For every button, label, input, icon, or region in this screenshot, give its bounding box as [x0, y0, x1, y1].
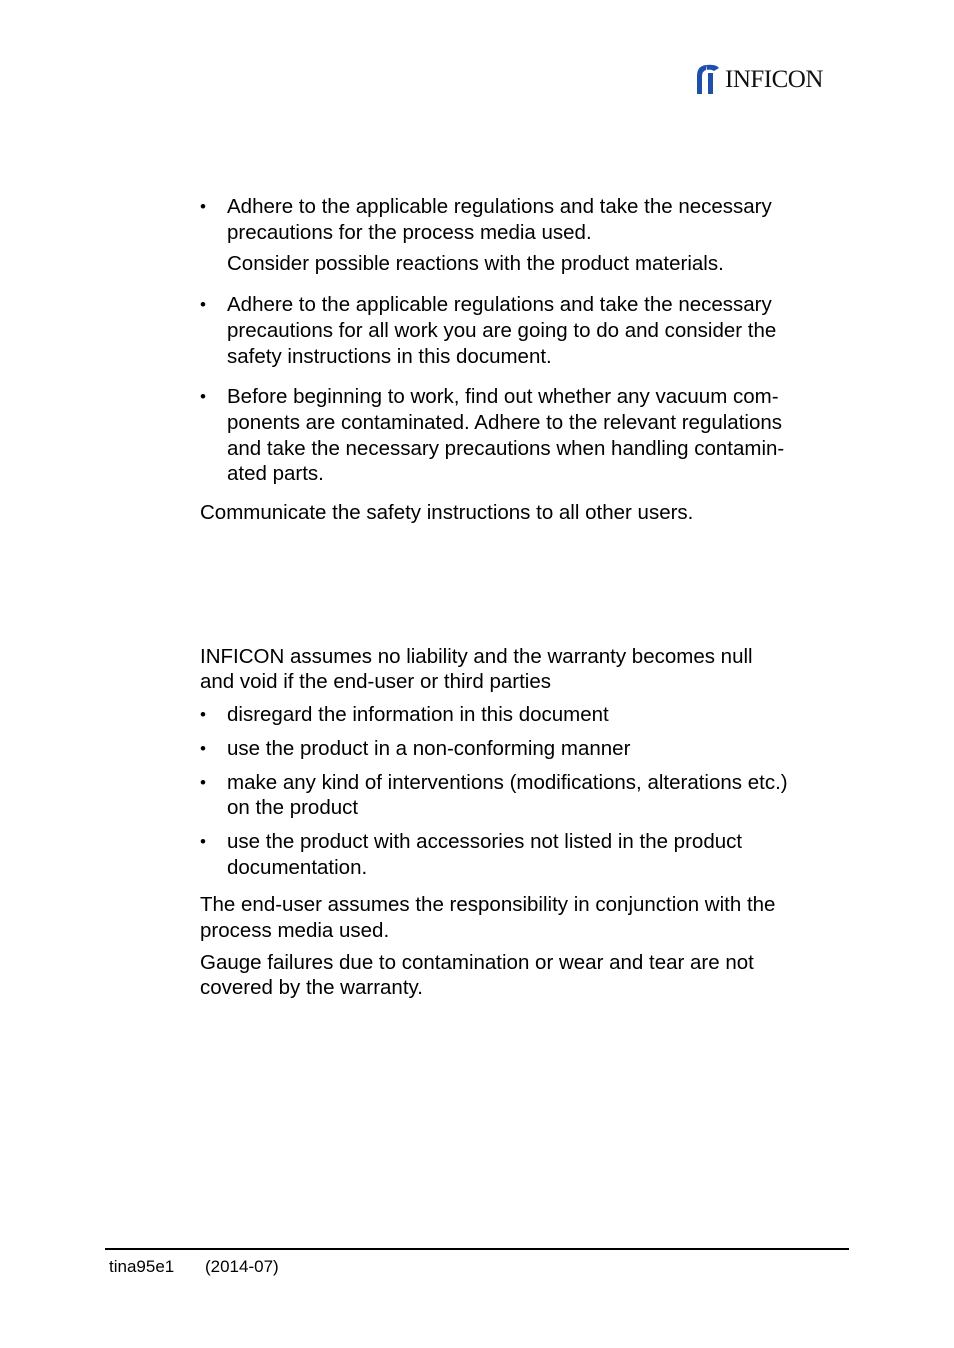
- text-line: precautions for all work you are going to do and consider the: [227, 318, 777, 342]
- text-line: The end-user assumes the responsibility in conjunction with the: [200, 893, 776, 917]
- safety-bullet-3: [200, 384, 850, 487]
- inficon-logo-icon: [694, 62, 722, 96]
- document-body: [200, 194, 850, 1001]
- text-line: and void if the end-user or third parties: [200, 670, 551, 694]
- liability-item-3: [200, 770, 850, 821]
- inficon-logo: [694, 62, 846, 96]
- text-line: • use the product with accessories not listed in the product: [227, 829, 743, 853]
- logo-wordmark: INFICON: [725, 65, 823, 93]
- text-line: documentation.: [227, 855, 368, 879]
- text-line: safety instructions in this document.: [227, 344, 552, 368]
- text-line: process media used.: [200, 919, 390, 943]
- text-line: • use the product in a non-conforming manner: [227, 736, 631, 760]
- text-line: Gauge failures due to contamination or wear and tear are not: [200, 950, 754, 974]
- text-line: and take the necessary precautions when handling contamin-: [227, 436, 785, 460]
- doc-id: tina95e1: [109, 1257, 175, 1276]
- text-line: • make any kind of interventions (modifications, alterations etc.): [227, 770, 788, 794]
- liability-item-1: [200, 702, 850, 728]
- liability-item-2: [200, 736, 850, 762]
- text-line: • Adhere to the applicable regulations and take the necessary: [227, 195, 772, 218]
- responsibility-paragraph: [200, 892, 850, 943]
- footer-divider: [105, 1248, 849, 1250]
- safety-bullet-2: [200, 292, 850, 369]
- text-line: covered by the warranty.: [200, 976, 423, 1000]
- text-line: INFICON assumes no liability and the warranty becomes null: [200, 644, 753, 668]
- text-line: Communicate the safety instructions to all other users.: [200, 501, 694, 525]
- text-line: on the product: [227, 796, 359, 820]
- text-line: ponents are contaminated. Adhere to the relevant regulations: [227, 410, 783, 434]
- footer: [109, 1257, 279, 1277]
- communicate-paragraph: [200, 500, 850, 526]
- text-line: • Adhere to the applicable regulations and take the necessary: [227, 293, 772, 317]
- text-line: Consider possible reactions with the product materials.: [227, 252, 724, 276]
- text-line: precautions for the process media used.: [227, 220, 592, 244]
- text-line: • Before beginning to work, find out whether any vacuum com-: [227, 385, 779, 409]
- safety-bullet-1: [200, 194, 850, 277]
- doc-date: (2014-07): [204, 1257, 279, 1276]
- text-line: ated parts.: [227, 462, 324, 486]
- liability-item-4: [200, 829, 850, 880]
- liability-intro: [200, 644, 850, 695]
- failures-paragraph: [200, 950, 850, 1001]
- text-line: • disregard the information in this document: [227, 703, 609, 727]
